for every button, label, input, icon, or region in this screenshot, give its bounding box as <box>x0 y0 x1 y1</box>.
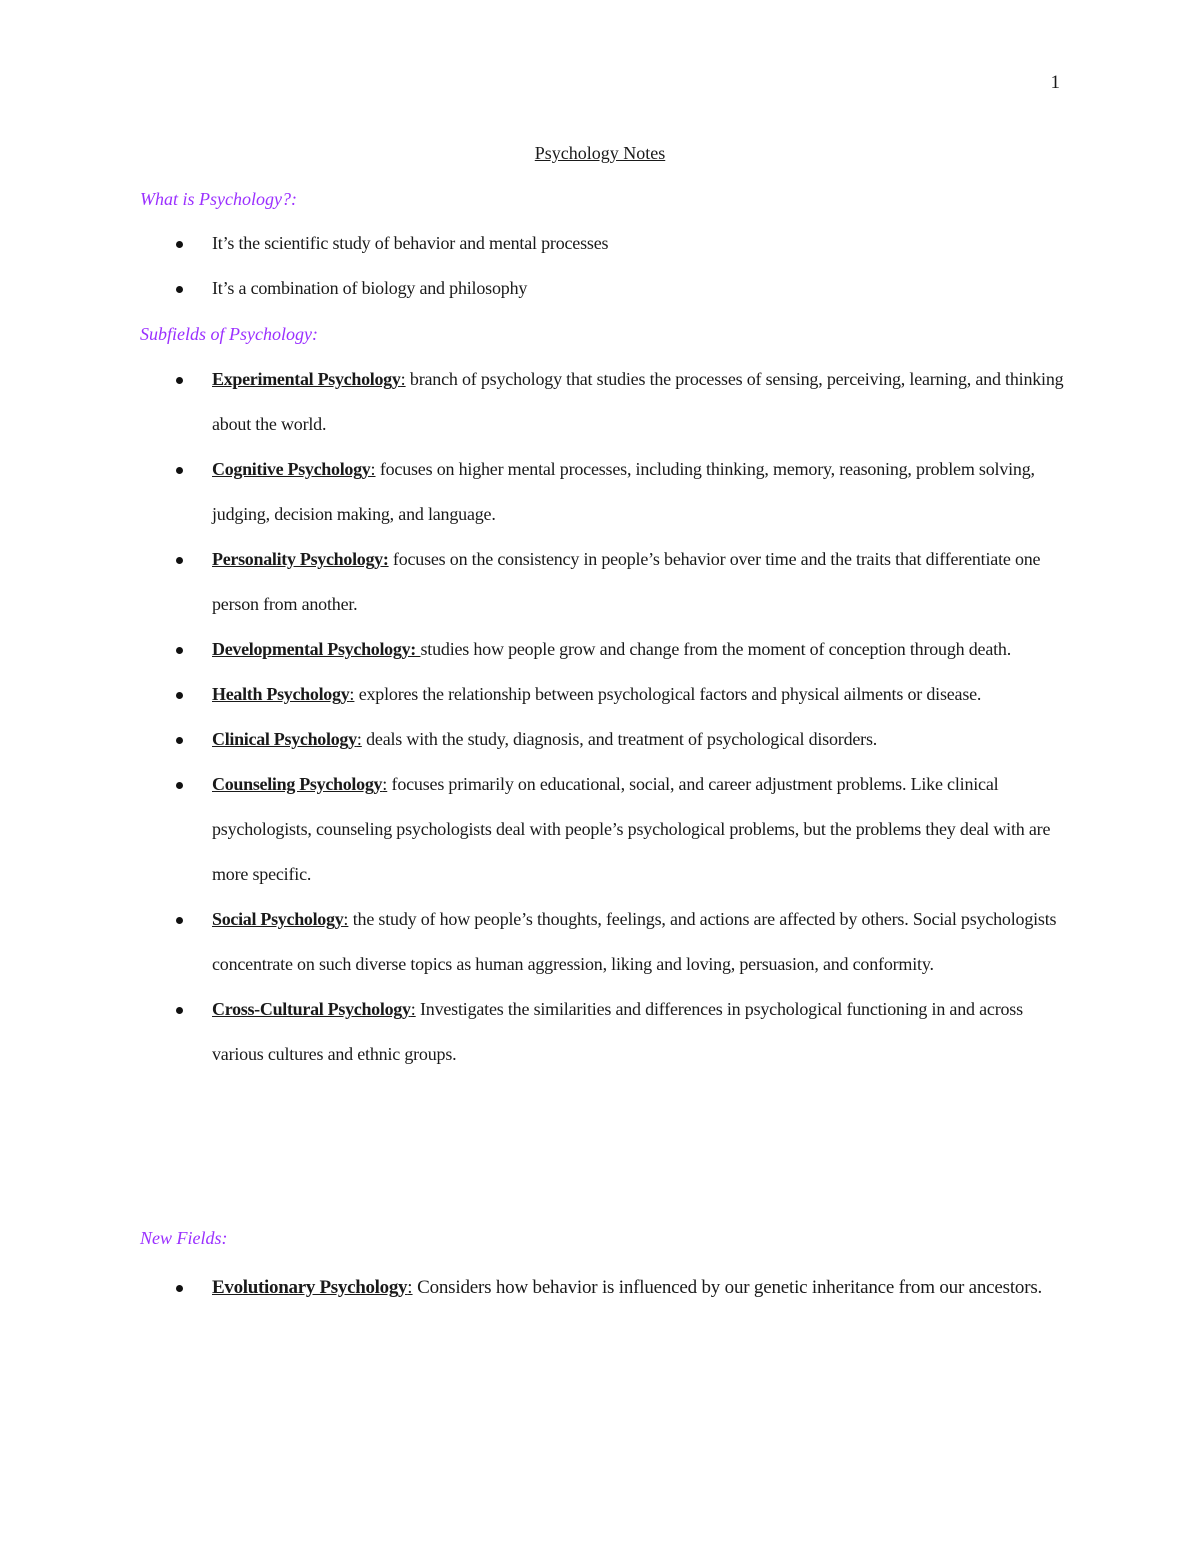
term-separator: : <box>349 684 355 704</box>
list-item <box>0 1262 1072 1313</box>
list-item <box>0 762 1072 897</box>
list-item <box>0 447 1072 537</box>
list-item <box>0 266 1072 311</box>
bullet-list-subfields <box>0 357 1072 1077</box>
term-separator: : <box>407 1277 413 1298</box>
term-description: branch of psychology that studies the processes of sensing, perceiving, learning, and thinking about the world. <box>212 369 1064 434</box>
bullet-icon <box>176 647 183 654</box>
list-item <box>0 672 1072 717</box>
term-description: focuses primarily on educational, social, and career adjustment problems. Like clinical psychologists, counseling psychologists deal with people’s psychological problems, but the problems they deal with are more specific. <box>212 774 1051 884</box>
term-description: the study of how people’s thoughts, feelings, and actions are affected by others. Social psychologists concentrate on such diverse topics as human aggression, liking and loving, persuasion, and conformity. <box>212 909 1057 974</box>
term-separator: : <box>400 369 406 389</box>
term-description: explores the relationship between psychological factors and physical ailments or disease. <box>354 684 982 704</box>
bullet-icon <box>176 377 183 384</box>
term-label: Experimental Psychology <box>212 369 401 389</box>
bullet-icon <box>176 241 183 248</box>
list-item <box>0 717 1072 762</box>
section-heading-what-is: What is Psychology?: <box>140 189 297 209</box>
list-item <box>0 987 1072 1077</box>
page-number: 1 <box>1050 72 1060 93</box>
term-label: Evolutionary Psychology <box>212 1277 408 1298</box>
term-label: Cognitive Psychology <box>212 459 371 479</box>
bullet-list-new-fields <box>0 1262 1072 1313</box>
term-separator: : <box>343 909 349 929</box>
list-item <box>0 357 1072 447</box>
term-separator: : <box>382 774 388 794</box>
term-label: Personality Psychology: <box>212 549 389 569</box>
bullet-icon <box>176 1285 183 1292</box>
section-heading-subfields: Subfields of Psychology: <box>140 324 318 344</box>
term-description: focuses on the consistency in people’s behavior over time and the traits that differentiate one person from another. <box>212 549 1041 614</box>
term-separator: : <box>370 459 376 479</box>
term-label: Clinical Psychology <box>212 729 357 749</box>
item-text: It’s a combination of biology and philosophy <box>212 278 528 298</box>
bullet-icon <box>176 917 183 924</box>
term-description: Investigates the similarities and differences in psychological functioning in and across various cultures and ethnic groups. <box>212 999 1023 1064</box>
term-label: Developmental Psychology: <box>212 639 416 659</box>
term-label: Cross-Cultural Psychology <box>212 999 411 1019</box>
bullet-icon <box>176 782 183 789</box>
term-description: studies how people grow and change from the moment of conception through death. <box>420 639 1012 659</box>
list-item <box>0 537 1072 627</box>
term-description: deals with the study, diagnosis, and treatment of psychological disorders. <box>361 729 878 749</box>
term-label: Counseling Psychology <box>212 774 383 794</box>
term-description: Considers how behavior is influenced by our genetic inheritance from our ancestors. <box>412 1277 1043 1298</box>
bullet-icon <box>176 692 183 699</box>
list-item <box>0 221 1072 266</box>
term-label: Social Psychology <box>212 909 344 929</box>
bullet-icon <box>176 557 183 564</box>
item-text: It’s the scientific study of behavior and mental processes <box>212 233 609 253</box>
bullet-icon <box>176 1007 183 1014</box>
section-heading-new-fields: New Fields: <box>140 1228 228 1248</box>
bullet-icon <box>176 737 183 744</box>
list-item <box>0 627 1072 672</box>
bullet-icon <box>176 286 183 293</box>
page-title: Psychology Notes <box>534 143 666 163</box>
term-label: Health Psychology <box>212 684 350 704</box>
term-separator: : <box>356 729 362 749</box>
bullet-list-what-is <box>0 221 1072 311</box>
term-separator: : <box>410 999 416 1019</box>
list-item <box>0 897 1072 987</box>
bullet-icon <box>176 467 183 474</box>
term-description: focuses on higher mental processes, including thinking, memory, reasoning, problem solving, judging, decision making, and language. <box>212 459 1035 524</box>
